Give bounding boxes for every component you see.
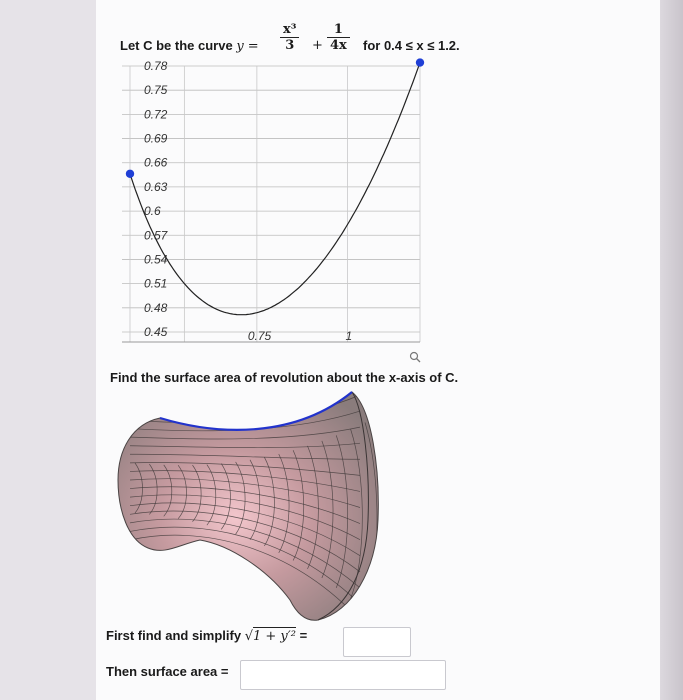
question-text: Find the surface area of revolution about the x-axis of C. — [110, 370, 459, 385]
curve-c — [130, 63, 420, 315]
y-tick-label: 0.78 — [144, 59, 168, 73]
step1-equals: = — [299, 628, 308, 643]
magnifier-icon[interactable] — [411, 353, 421, 363]
endpoint-marker — [126, 170, 134, 178]
y-tick-label: 0.69 — [144, 131, 168, 146]
x-tick-label: 1 — [345, 329, 353, 343]
y-equals: y = — [236, 39, 259, 54]
lead-text: Let C be the curve — [120, 38, 233, 53]
x-tick-label: 0.75 — [247, 329, 272, 343]
y-tick-label: 0.6 — [144, 204, 161, 219]
chart-tick-labels — [144, 59, 352, 343]
y-tick-label: 0.63 — [144, 179, 168, 194]
y-tick-label: 0.75 — [144, 83, 168, 98]
step1-answer-input[interactable] — [343, 627, 411, 657]
surface-of-revolution — [118, 392, 378, 620]
y-tick-label: 0.72 — [144, 107, 168, 122]
domain-text: for 0.4 ≤ x ≤ 1.2. — [363, 38, 460, 53]
fraction1-numerator: x³ — [280, 22, 299, 38]
step1-prompt — [106, 628, 307, 644]
y-tick-label: 0.48 — [144, 300, 168, 315]
endpoint-marker — [416, 58, 424, 66]
y-tick-label: 0.57 — [144, 228, 168, 243]
sqrt-radicand: 1 + y′² — [253, 629, 296, 644]
y-tick-label: 0.66 — [144, 155, 168, 170]
surface-area-input[interactable] — [240, 660, 446, 690]
step2-prompt — [106, 664, 228, 679]
curve-endpoints — [126, 58, 424, 178]
sqrt-icon: √ — [244, 629, 253, 644]
y-tick-label: 0.45 — [144, 325, 168, 339]
step2-label: Then surface area = — [106, 664, 229, 679]
fraction2-denominator: 4x — [330, 38, 347, 53]
fraction1-denominator: 3 — [285, 38, 295, 53]
fraction2-numerator: 1 — [327, 22, 350, 38]
step1-label: First find and simplify — [106, 628, 242, 643]
y-tick-label: 0.51 — [144, 276, 168, 291]
plus-sign: + — [312, 38, 323, 53]
y-tick-label: 0.54 — [144, 252, 168, 267]
